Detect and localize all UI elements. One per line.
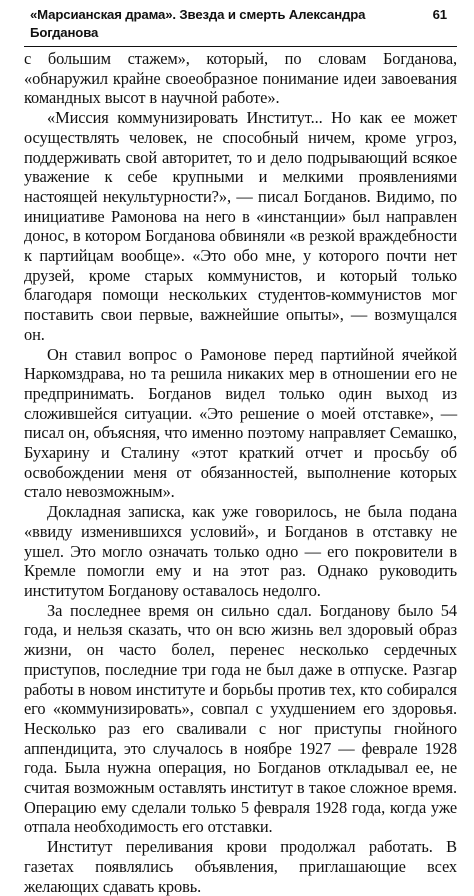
paragraph: Институт переливания крови продолжал работать. В газетах появлялись объявления, приглашающие всех желающих сдавать кровь. bbox=[24, 837, 457, 896]
paragraph: Докладная записка, как уже говорилось, не была подана «ввиду изменившихся условий», и Богданов в отставку не ушел. Это могло означать только одно — его покровители в Кремле помогли ему и на этот раз. Однако руководить институтом Богданову оставалось недолго. bbox=[24, 502, 457, 600]
paragraph: «Миссия коммунизировать Институт... Но как ее может осуществлять человек, не способный ничем, кроме угроз, поддерживать свой авторитет, то и дело подрывающий всякое уважение к себе крупными и мелкими проявлениями настоящей некультурности?», — писал Богданов. Видимо, по инициативе Рамонова на него в «инстанции» был направлен донос, в котором Богданова обвиняли «в резкой враждебности к партийцам вообще». «Это обо мне, у которого почти нет друзей, кроме старых коммунистов, и который только благодаря помощи нескольких студентов-коммунистов мог поставить свои первые, важнейшие опыты», — возмущался он. bbox=[24, 108, 457, 344]
page-number: 61 bbox=[432, 7, 447, 22]
paragraph: Он ставил вопрос о Рамонове перед партийной ячейкой Наркомздрава, но та решила никаких мер в отношении его не предпринимать. Богданов видел только один выход из сложившейся ситуации. «Это решение о моей отставке», — писал он, объясняя, что именно поэтому направляет Семашко, Бухарину и Сталину «этот краткий отчет и просьбу об освобождении меня от обязанностей, выполнение которых стало невозможным». bbox=[24, 344, 457, 502]
header-rule bbox=[24, 46, 457, 47]
running-header bbox=[24, 6, 457, 42]
body-text bbox=[24, 49, 457, 896]
paragraph-continued: с большим стажем», который, по словам Богданова, «обнаружил крайне своеобразное понимание идеи завоевания командных высот в научной работе». bbox=[24, 49, 457, 108]
running-title: «Марсианская драма». Звезда и смерть Александра Богданова bbox=[30, 7, 366, 40]
paragraph: За последнее время он сильно сдал. Богданову было 54 года, и нельзя сказать, что он всю жизнь вел здоровый образ жизни, он часто болел, перенес несколько сердечных приступов, последние три года не был даже в отпуске. Разгар работы в новом институте и борьбы против тех, кто собирался его «коммунизировать», совпал с ухудшением его здоровья. Несколько раз его сваливали с ног приступы гнойного аппендицита, это случалось в ноябре 1927 — феврале 1928 года. Была нужна операция, но Богданов откладывал ее, не считая возможным оставлять институт в такое сложное время. Операцию ему сделали только 5 февраля 1928 года, когда уже отпала необходимость его отставки. bbox=[24, 600, 457, 837]
